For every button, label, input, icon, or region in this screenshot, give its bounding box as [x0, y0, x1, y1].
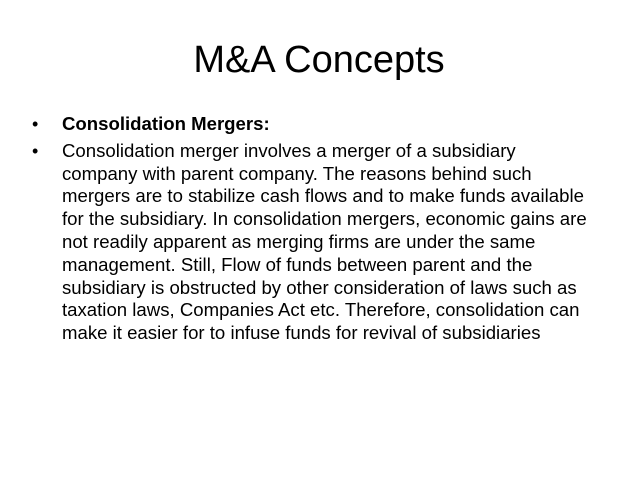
bullet-heading-text: Consolidation Mergers:	[62, 113, 270, 134]
slide-title: M&A Concepts	[193, 39, 445, 81]
bullet-body-text: Consolidation merger involves a merger of a subsidiary company with parent company. The reasons behind such mergers are to stabilize cash flows and to make funds available for the subsidiary. In consolidation mergers, economic gains are not readily apparent as merging firms are under the same management. Still, Flow of funds between parent and the subsidiary is obstructed by other consideration of laws such as taxation laws, Companies Act etc. Therefore, consolidation can make it easier for to infuse funds for revival of subsidiaries	[62, 139, 587, 344]
bullet-point-icon: •	[32, 114, 39, 134]
bullet-item-consolidation-description	[32, 140, 592, 345]
bullet-list	[32, 113, 592, 347]
bullet-point-icon: •	[32, 140, 39, 161]
bullet-item-consolidation-heading	[32, 113, 592, 136]
